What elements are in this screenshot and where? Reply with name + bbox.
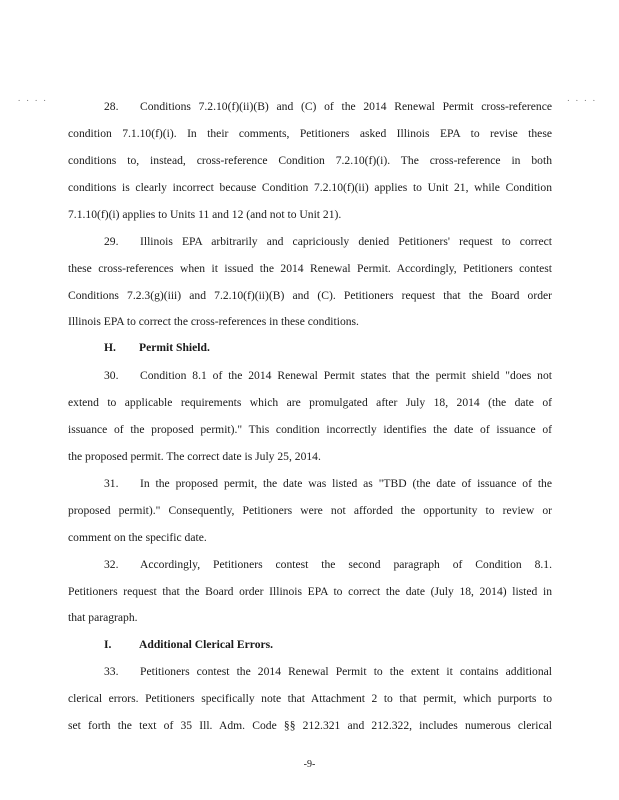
section-heading-i — [104, 638, 552, 652]
paragraph-32-line-1 — [104, 558, 552, 572]
paragraph-number: 32. — [104, 558, 119, 571]
paragraph-30-line-4: the proposed permit. The correct date is July 25, 2014. — [68, 450, 321, 463]
margin-mark-right: . . . . — [567, 93, 597, 103]
heading-letter: H. — [104, 341, 116, 354]
paragraph-28-line-4: conditions is clearly incorrect because Condition 7.2.10(f)(ii) applies to Unit 21, while Condition — [68, 181, 552, 194]
paragraph-text: Condition 8.1 of the 2014 Renewal Permit states that the permit shield "does not — [140, 369, 552, 382]
paragraph-28-line-1 — [104, 100, 552, 114]
paragraph-29-line-4: Illinois EPA to correct the cross-references in these conditions. — [68, 315, 359, 328]
paragraph-text: Illinois EPA arbitrarily and capriciously denied Petitioners' request to correct — [140, 235, 552, 248]
paragraph-32-line-2: Petitioners request that the Board order Illinois EPA to correct the date (July 18, 2014) listed in — [68, 585, 552, 598]
paragraph-31-line-1 — [104, 477, 552, 491]
paragraph-33-line-2: clerical errors. Petitioners specifically note that Attachment 2 to that permit, which purports to — [68, 692, 552, 705]
paragraph-30-line-2: extend to applicable requirements which are promulgated after July 18, 2014 (the date of — [68, 396, 552, 409]
paragraph-number: 28. — [104, 100, 119, 113]
paragraph-text: Petitioners contest the 2014 Renewal Permit to the extent it contains additional — [140, 665, 552, 678]
heading-title: Additional Clerical Errors. — [139, 638, 274, 651]
paragraph-31-line-2: proposed permit)." Consequently, Petitioners were not afforded the opportunity to review or — [68, 504, 552, 517]
page-number: -9- — [303, 759, 316, 770]
section-heading-h — [104, 341, 552, 355]
paragraph-number: 30. — [104, 369, 119, 382]
margin-mark-left: . . . . — [18, 93, 48, 103]
paragraph-33-line-3: set forth the text of 35 Ill. Adm. Code §§ 212.321 and 212.322, includes numerous clerical — [68, 719, 552, 732]
paragraph-number: 29. — [104, 235, 119, 248]
paragraph-text: In the proposed permit, the date was listed as "TBD (the date of issuance of the — [140, 477, 552, 490]
heading-title: Permit Shield. — [139, 341, 210, 354]
paragraph-number: 31. — [104, 477, 119, 490]
paragraph-text: Conditions 7.2.10(f)(ii)(B) and (C) of the 2014 Renewal Permit cross-reference — [140, 100, 552, 113]
paragraph-30-line-1 — [104, 369, 552, 383]
heading-letter: I. — [104, 638, 112, 651]
paragraph-29-line-2: these cross-references when it issued the 2014 Renewal Permit. Accordingly, Petitioners contest — [68, 262, 552, 275]
paragraph-31-line-3: comment on the specific date. — [68, 531, 207, 544]
paragraph-32-line-3: that paragraph. — [68, 611, 138, 624]
paragraph-number: 33. — [104, 665, 119, 678]
paragraph-29-line-3: Conditions 7.2.3(g)(iii) and 7.2.10(f)(ii)(B) and (C). Petitioners request that the Board order — [68, 289, 552, 302]
paragraph-text: Accordingly, Petitioners contest the second paragraph of Condition 8.1. — [140, 558, 552, 571]
paragraph-28-line-5: 7.1.10(f)(i) applies to Units 11 and 12 (and not to Unit 21). — [68, 208, 342, 221]
paragraph-28-line-3: conditions to, instead, cross-reference Condition 7.2.10(f)(i). The cross-reference in both — [68, 154, 552, 167]
paragraph-30-line-3: issuance of the proposed permit)." This condition incorrectly identifies the date of issuance of — [68, 423, 552, 436]
paragraph-29-line-1 — [104, 235, 552, 249]
paragraph-28-line-2: condition 7.1.10(f)(i). In their comments, Petitioners asked Illinois EPA to revise these — [68, 127, 552, 140]
paragraph-33-line-1 — [104, 665, 552, 679]
